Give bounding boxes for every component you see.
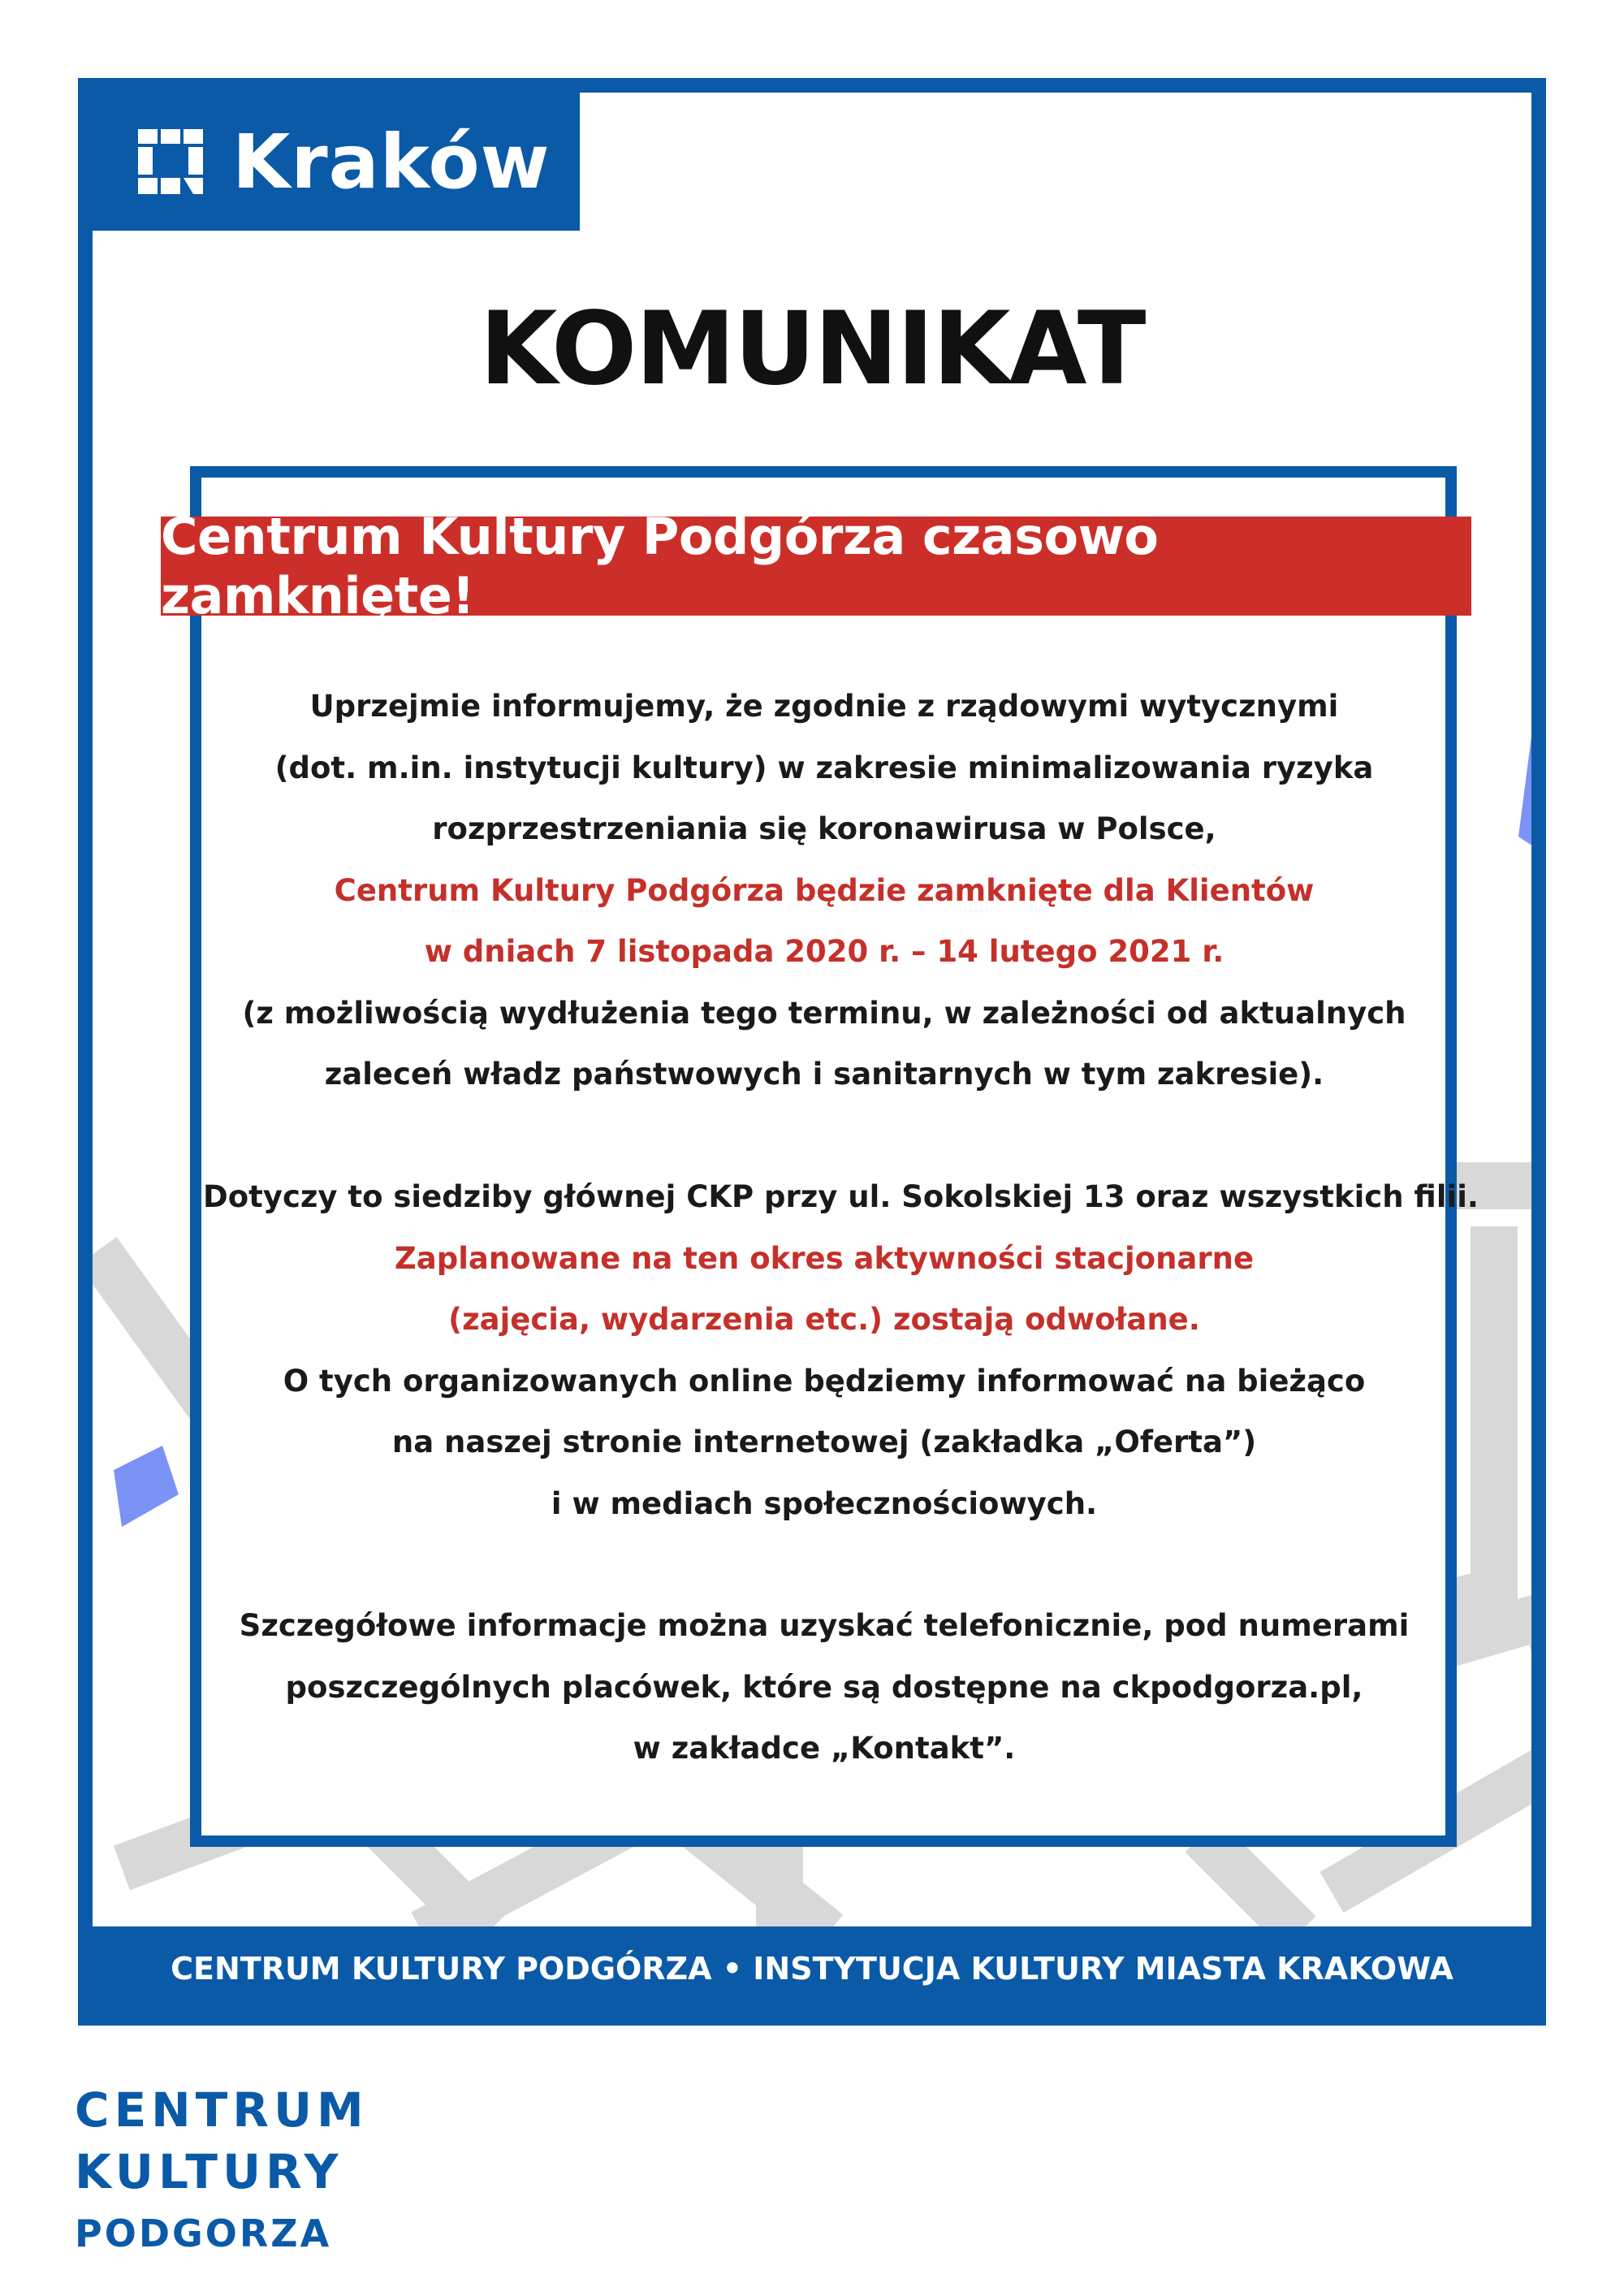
notice-line: Centrum Kultury Podgórza będzie zamknięte dla Klientów	[334, 872, 1315, 908]
notice-line: (zajęcia, wydarzenia etc.) zostają odwołane.	[448, 1302, 1200, 1337]
poster-frame	[78, 78, 1546, 2026]
notice-line: O tych organizowanych online będziemy informować na bieżąco	[283, 1363, 1366, 1399]
krakow-logo	[93, 93, 580, 231]
notice-paragraph-3	[203, 1595, 1445, 1779]
ckp-logo-line-1: CENTRUM	[75, 2082, 369, 2138]
notice-line: na naszej stronie internetowej (zakładka „Oferta”)	[391, 1425, 1257, 1459]
notice-line: i w mediach społecznościowych.	[551, 1485, 1098, 1521]
footer-bar: CENTRUM KULTURY PODGÓRZA • INSTYTUCJA KULTURY MIASTA KRAKOWA	[93, 1926, 1531, 2011]
notice-line: w dniach 7 listopada 2020 r. – 14 lutego 2021 r.	[424, 934, 1224, 969]
notice-line: Zaplanowane na ten okres aktywności stacjonarne	[394, 1240, 1255, 1276]
notice-line: zaleceń władz państwowych i sanitarnych w tym zakresie).	[324, 1057, 1324, 1092]
notice-line: rozprzestrzeniania się koronawirusa w Polsce,	[432, 811, 1216, 846]
notice-line: w zakładce „Kontakt”.	[633, 1731, 1016, 1766]
notice-line: poszczególnych placówek, które są dostępne na ckpodgorza.pl,	[285, 1669, 1363, 1705]
notice-line: Dotyczy to siedziby głównej CKP przy ul. Sokolskiej 13 oraz wszystkich filii.	[203, 1179, 1479, 1214]
notice-line: (dot. m.in. instytucji kultury) w zakresie minimalizowania ryzyka	[274, 750, 1374, 785]
ckp-logo-line-3: PODGORZA	[75, 2212, 332, 2255]
closure-banner: Centrum Kultury Podgórza czasowo zamknięte!	[161, 517, 1471, 616]
notice-line: Uprzejmie informujemy, że zgodnie z rządowymi wytycznymi	[309, 689, 1339, 724]
notice-line: Szczegółowe informacje można uzyskać telefonicznie, pod numerami	[239, 1608, 1410, 1643]
page-title: KOMUNIKAT	[479, 291, 1145, 408]
notice-line: (z możliwością wydłużenia tego terminu, w zależności od aktualnych	[242, 995, 1406, 1031]
ckp-logo	[75, 2079, 369, 2264]
notice-paragraph-2	[203, 1166, 1479, 1534]
krakow-wordmark: Kraków	[232, 118, 551, 205]
krakow-emblem-icon	[133, 124, 208, 199]
notice-paragraph-1	[203, 676, 1445, 1105]
ckp-logo-line-2: KULTURY	[75, 2144, 343, 2199]
